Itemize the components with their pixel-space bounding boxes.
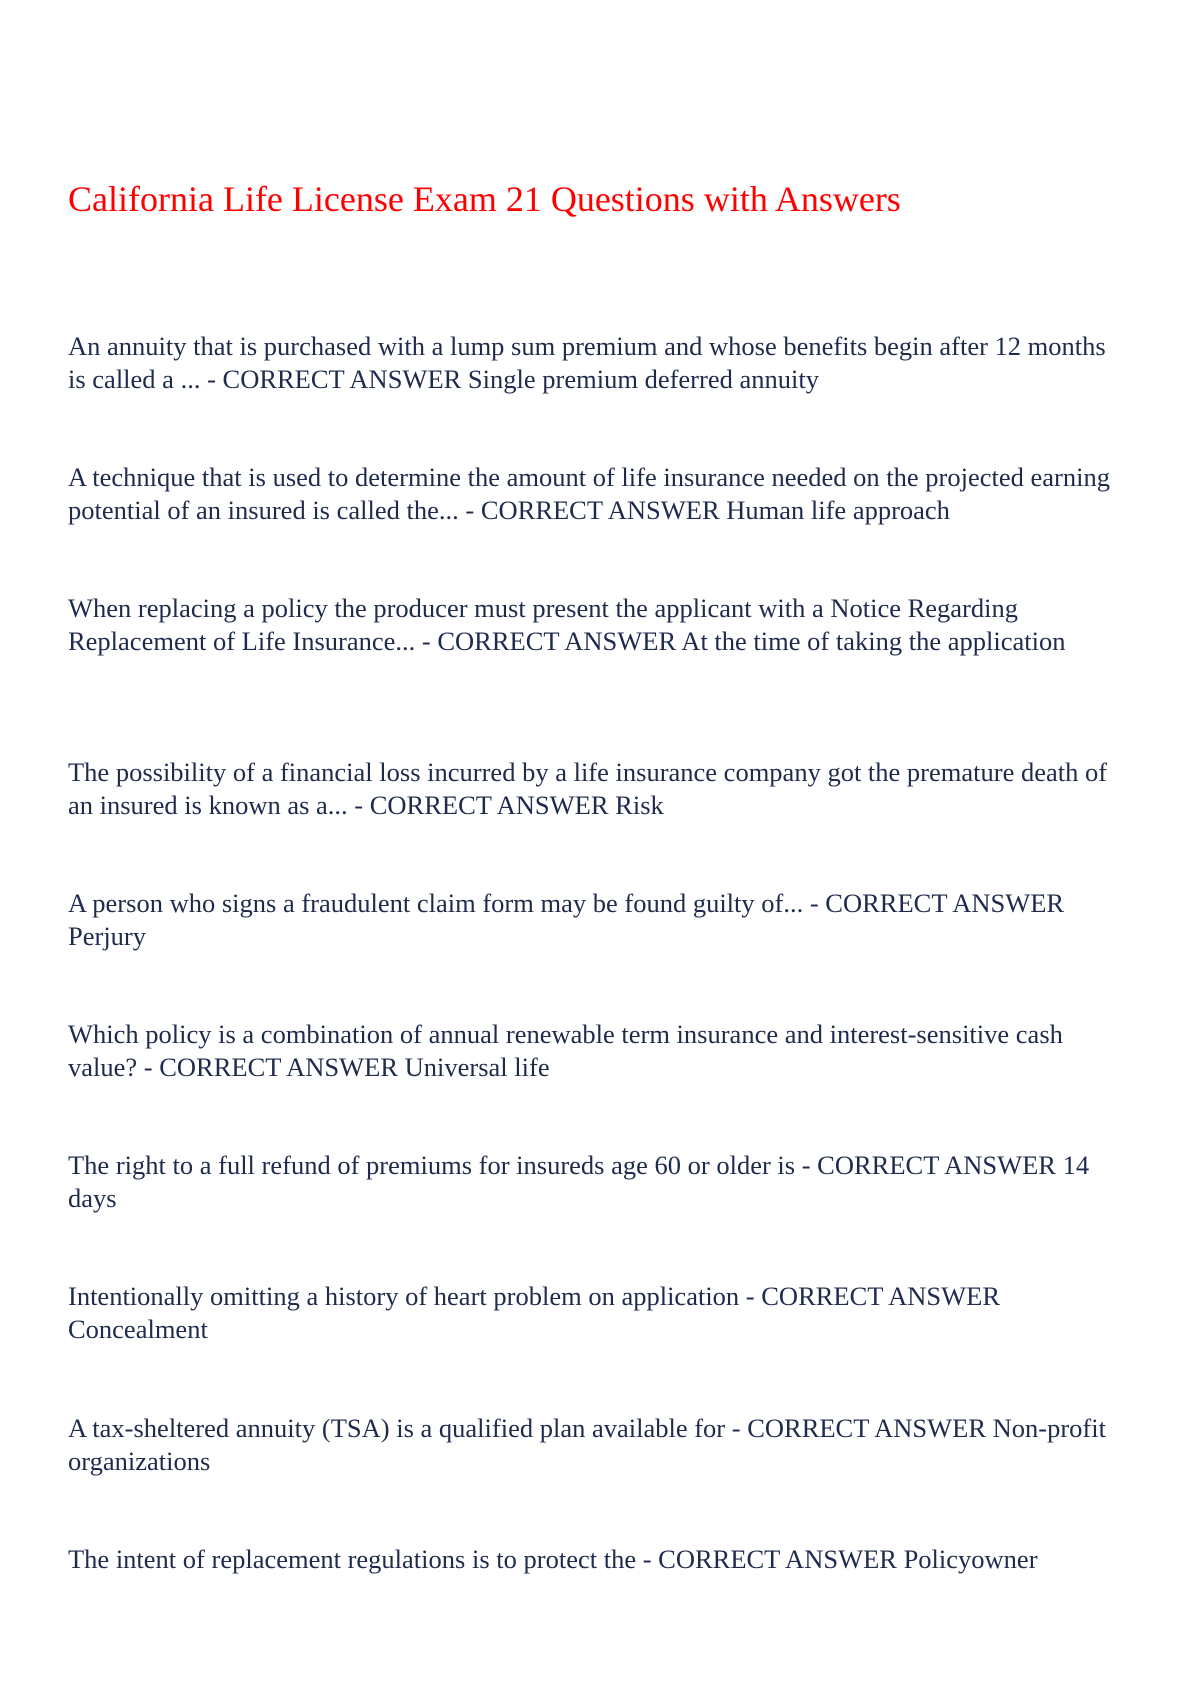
qa-item-9: A tax-sheltered annuity (TSA) is a qualified plan available for - CORRECT ANSWER Non-profit organizations — [68, 1413, 1106, 1476]
qa-item-7: The right to a full refund of premiums for insureds age 60 or older is - CORRECT ANSWER 14 days — [68, 1150, 1090, 1213]
qa-item-2: A technique that is used to determine the amount of life insurance needed on the projected earning potential of an insured is called the... - CORRECT ANSWER Human life approach — [68, 462, 1110, 525]
document-title: California Life License Exam 21 Questions with Answers — [68, 179, 901, 219]
qa-item-1: An annuity that is purchased with a lump sum premium and whose benefits begin after 12 months is called a ... - CORRECT ANSWER Single premium deferred annuity — [68, 331, 1106, 394]
qa-item-5: A person who signs a fraudulent claim form may be found guilty of... - CORRECT ANSWER Perjury — [68, 888, 1065, 951]
qa-item-10: The intent of replacement regulations is to protect the - CORRECT ANSWER Policyowner — [68, 1544, 1038, 1574]
qa-item-3: When replacing a policy the producer must present the applicant with a Notice Regarding Replacement of Life Insurance... - CORRECT ANSWER At the time of taking the application — [68, 593, 1066, 656]
qa-item-4: The possibility of a financial loss incurred by a life insurance company got the premature death of an insured is known as a... - CORRECT ANSWER Risk — [68, 757, 1108, 820]
qa-item-8: Intentionally omitting a history of heart problem on application - CORRECT ANSWER Concealment — [68, 1281, 1001, 1344]
qa-item-6: Which policy is a combination of annual renewable term insurance and interest-sensitive cash value? - CORRECT ANSWER Universal life — [68, 1019, 1063, 1082]
